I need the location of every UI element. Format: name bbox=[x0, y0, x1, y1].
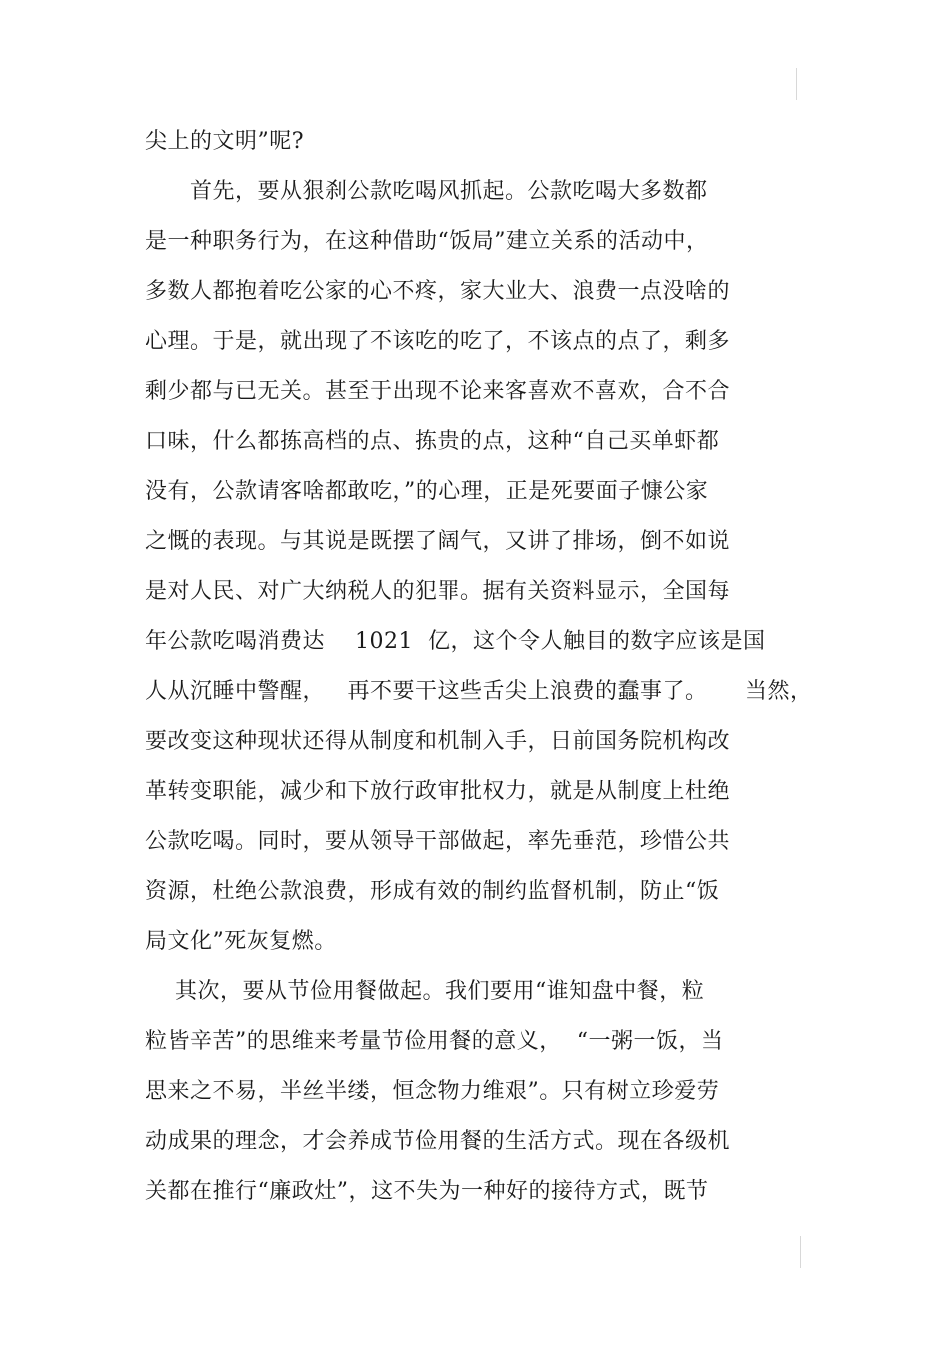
text-line: 尖上的文明”呢? bbox=[145, 129, 305, 154]
bottom-right-margin-mark bbox=[800, 1236, 801, 1268]
text-line: 口味，什么都拣高档的点、拣贵的点，这种“自己买单虾都 bbox=[145, 429, 720, 454]
text-line: 资源，杜绝公款浪费，形成有效的制约监督机制，防止“饭 bbox=[145, 879, 720, 904]
text-line: 思来之不易，半丝半缕，恒念物力维艰”。只有树立珍爱劳 bbox=[145, 1079, 720, 1104]
text-line: 公款吃喝。同时，要从领导干部做起，率先垂范，珍惜公共 bbox=[145, 829, 731, 854]
top-right-margin-mark bbox=[796, 68, 797, 100]
text-line: 要改变这种现状还得从制度和机制入手，日前国务院机构改 bbox=[145, 729, 731, 754]
text-line: 人从沉睡中警醒， 再不要干这些舌尖上浪费的蠢事了。 当然， bbox=[145, 679, 813, 704]
text-line: 之慨的表现。与其说是既摆了阔气，又讲了排场，倒不如说 bbox=[145, 529, 731, 554]
text-line: 关都在推行“廉政灶”，这不失为一种好的接待方式，既节 bbox=[145, 1179, 709, 1204]
text-line: 首先，要从狠刹公款吃喝风抓起。公款吃喝大多数都 bbox=[145, 179, 708, 204]
text-line: 剩少都与已无关。甚至于出现不论来客喜欢不喜欢，合不合 bbox=[145, 379, 731, 404]
text-line: 粒皆辛苦”的思维来考量节俭用餐的意义， “一粥一饭，当 bbox=[145, 1029, 724, 1054]
text-line: 是一种职务行为，在这种借助“饭局”建立关系的活动中， bbox=[145, 229, 709, 254]
text-line: 局文化”死灰复燃。 bbox=[145, 929, 337, 954]
text-line: 是对人民、对广大纳税人的犯罪。据有关资料显示，全国每 bbox=[145, 579, 731, 604]
text-line: 动成果的理念，才会养成节俭用餐的生活方式。现在各级机 bbox=[145, 1129, 731, 1154]
text-line: 其次，要从节俭用餐做起。我们要用“谁知盘中餐，粒 bbox=[145, 979, 705, 1004]
text-line: 没有，公款请客啥都敢吃，”的心理，正是死要面子慷公家 bbox=[145, 479, 709, 504]
text-line: 年公款吃喝消费达 1021 亿，这个令人触目的数字应该是国 bbox=[145, 629, 766, 654]
text-line: 革转变职能，减少和下放行政审批权力，就是从制度上杜绝 bbox=[145, 779, 731, 804]
text-line: 心理。于是，就出现了不该吃的吃了，不该点的点了，剩多 bbox=[145, 329, 731, 354]
text-line: 多数人都抱着吃公家的心不疼，家大业大、浪费一点没啥的 bbox=[145, 279, 731, 304]
